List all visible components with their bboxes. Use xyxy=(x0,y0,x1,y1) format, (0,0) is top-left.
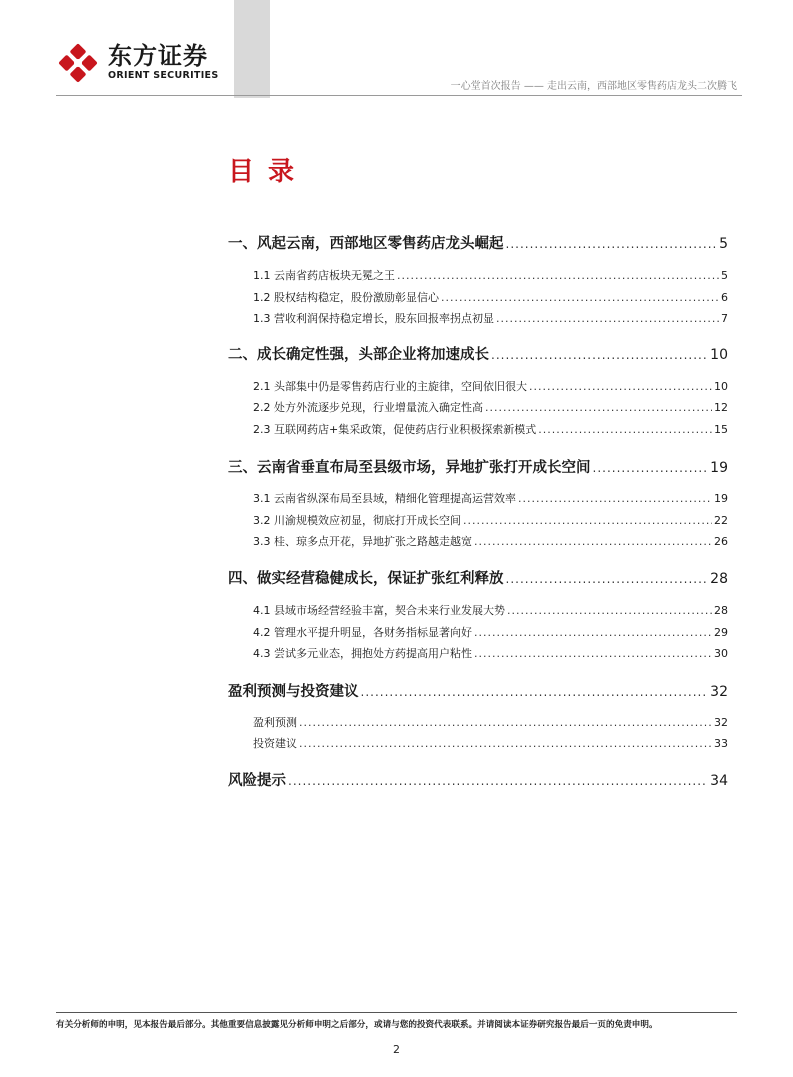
toc-leader-dots xyxy=(288,774,708,788)
toc-chapter-entry[interactable] xyxy=(228,232,728,253)
toc-entry-page: 28 xyxy=(714,604,728,617)
toc-entry-label: 一、风起云南，西部地区零售药店龙头崛起 xyxy=(228,236,504,252)
toc-entry-label: 4.2 管理水平提升明显，各财务指标显著向好 xyxy=(253,626,472,639)
toc-leader-dots xyxy=(518,492,712,505)
orient-securities-logo-icon xyxy=(56,41,100,85)
toc-entry-page: 26 xyxy=(714,535,728,548)
header-divider xyxy=(56,95,742,96)
toc-section-entry[interactable] xyxy=(253,267,728,283)
toc-entry-page: 10 xyxy=(710,347,728,363)
toc-entry-label: 四、做实经营稳健成长，保证扩张红利释放 xyxy=(228,571,504,587)
toc-entry-label: 风险提示 xyxy=(228,773,286,789)
toc-entry-label: 2.2 处方外流逐步兑现，行业增量流入确定性高 xyxy=(253,401,483,414)
toc-entry-page: 34 xyxy=(710,773,728,789)
toc-entry-label: 2.1 头部集中仍是零售药店行业的主旋律，空间依旧很大 xyxy=(253,380,527,393)
toc-entry-page: 5 xyxy=(721,269,728,282)
toc-leader-dots xyxy=(485,401,712,414)
company-logo xyxy=(56,38,218,88)
toc-leader-dots xyxy=(506,572,709,586)
toc-leader-dots xyxy=(463,514,712,527)
toc-entry-label: 4.3 尝试多元业态，拥抱处方药提高用户粘性 xyxy=(253,647,472,660)
toc-section-entry[interactable] xyxy=(253,310,728,326)
toc-entry-label: 1.2 股权结构稳定，股份激励彰显信心 xyxy=(253,291,439,304)
toc-section-entry[interactable] xyxy=(253,624,728,640)
logo-english-name: ORIENT SECURITIES xyxy=(108,70,219,81)
report-subtitle: 一心堂首次报告 —— 走出云南，西部地区零售药店龙头二次腾飞 xyxy=(450,81,737,92)
toc-leader-dots xyxy=(496,312,719,325)
toc-entry-page: 6 xyxy=(721,291,728,304)
toc-entry-label: 1.3 营收利润保持稳定增长，股东回报率拐点初显 xyxy=(253,312,494,325)
toc-chapter-entry[interactable] xyxy=(228,769,728,790)
toc-section-entry[interactable] xyxy=(253,378,728,394)
logo-chinese-name: 东方证券 xyxy=(108,42,208,70)
toc-entry-label: 3.2 川渝规模效应初显，彻底打开成长空间 xyxy=(253,514,461,527)
toc-entry-label: 4.1 县域市场经营经验丰富，契合未来行业发展大势 xyxy=(253,604,505,617)
toc-chapter-entry[interactable] xyxy=(228,343,728,364)
toc-section-entry[interactable] xyxy=(253,512,728,528)
toc-title: 目录 xyxy=(228,157,309,187)
toc-chapter-entry[interactable] xyxy=(228,680,728,701)
toc-leader-dots xyxy=(507,604,712,617)
toc-entry-label: 2.3 互联网药店+集采政策，促使药店行业积极探索新模式 xyxy=(253,423,537,436)
toc-entry-page: 28 xyxy=(710,571,728,587)
toc-entry-label: 投资建议 xyxy=(253,737,297,750)
toc-entry-label: 盈利预测与投资建议 xyxy=(228,684,359,700)
toc-section-entry[interactable] xyxy=(253,735,728,751)
toc-leader-dots xyxy=(361,685,709,699)
toc-entry-label: 盈利预测 xyxy=(253,716,297,729)
toc-leader-dots xyxy=(491,348,708,362)
toc-entry-label: 1.1 云南省药店板块无冕之王 xyxy=(253,269,395,282)
toc-leader-dots xyxy=(299,716,712,729)
toc-leader-dots xyxy=(299,737,712,750)
toc-entry-page: 33 xyxy=(714,737,728,750)
toc-entry-label: 3.3 桂、琼多点开花，异地扩张之路越走越宽 xyxy=(253,535,472,548)
footer-disclaimer: 有关分析师的申明，见本报告最后部分。其他重要信息披露见分析师申明之后部分，或请与您的投资代表联系。并请阅读本证券研究报告最后一页的免责申明。 xyxy=(56,1020,658,1030)
toc-leader-dots xyxy=(538,423,712,436)
toc-leader-dots xyxy=(397,269,719,282)
toc-entry-label: 二、成长确定性强，头部企业将加速成长 xyxy=(228,347,489,363)
toc-entry-page: 32 xyxy=(714,716,728,729)
page-number: 2 xyxy=(393,1043,400,1056)
toc-entry-page: 22 xyxy=(714,514,728,527)
toc-entry-page: 10 xyxy=(714,380,728,393)
toc-section-entry[interactable] xyxy=(253,399,728,415)
header-gray-bar xyxy=(234,0,270,98)
toc-section-entry[interactable] xyxy=(253,645,728,661)
toc-chapter-entry[interactable] xyxy=(228,567,728,588)
toc-leader-dots xyxy=(474,626,712,639)
toc-leader-dots xyxy=(474,647,712,660)
toc-entry-page: 5 xyxy=(719,236,728,252)
toc-entry-page: 32 xyxy=(710,684,728,700)
toc-entry-page: 30 xyxy=(714,647,728,660)
toc-section-entry[interactable] xyxy=(253,602,728,618)
toc-section-entry[interactable] xyxy=(253,714,728,730)
toc-leader-dots xyxy=(441,291,719,304)
toc-entry-label: 三、云南省垂直布局至县级市场，异地扩张打开成长空间 xyxy=(228,460,591,476)
toc-entry-page: 15 xyxy=(714,423,728,436)
toc-entry-page: 19 xyxy=(714,492,728,505)
toc-entry-label: 3.1 云南省纵深布局至县域，精细化管理提高运营效率 xyxy=(253,492,516,505)
toc-entry-page: 29 xyxy=(714,626,728,639)
toc-leader-dots xyxy=(593,461,709,475)
toc-section-entry[interactable] xyxy=(253,289,728,305)
toc-section-entry[interactable] xyxy=(253,490,728,506)
toc-leader-dots xyxy=(474,535,712,548)
toc-section-entry[interactable] xyxy=(253,533,728,549)
footer-divider xyxy=(56,1012,737,1013)
toc-leader-dots xyxy=(529,380,712,393)
toc-section-entry[interactable] xyxy=(253,421,728,437)
toc-entry-page: 12 xyxy=(714,401,728,414)
toc-entry-page: 7 xyxy=(721,312,728,325)
toc-leader-dots xyxy=(506,237,718,251)
toc-entry-page: 19 xyxy=(710,460,728,476)
toc-chapter-entry[interactable] xyxy=(228,456,728,477)
